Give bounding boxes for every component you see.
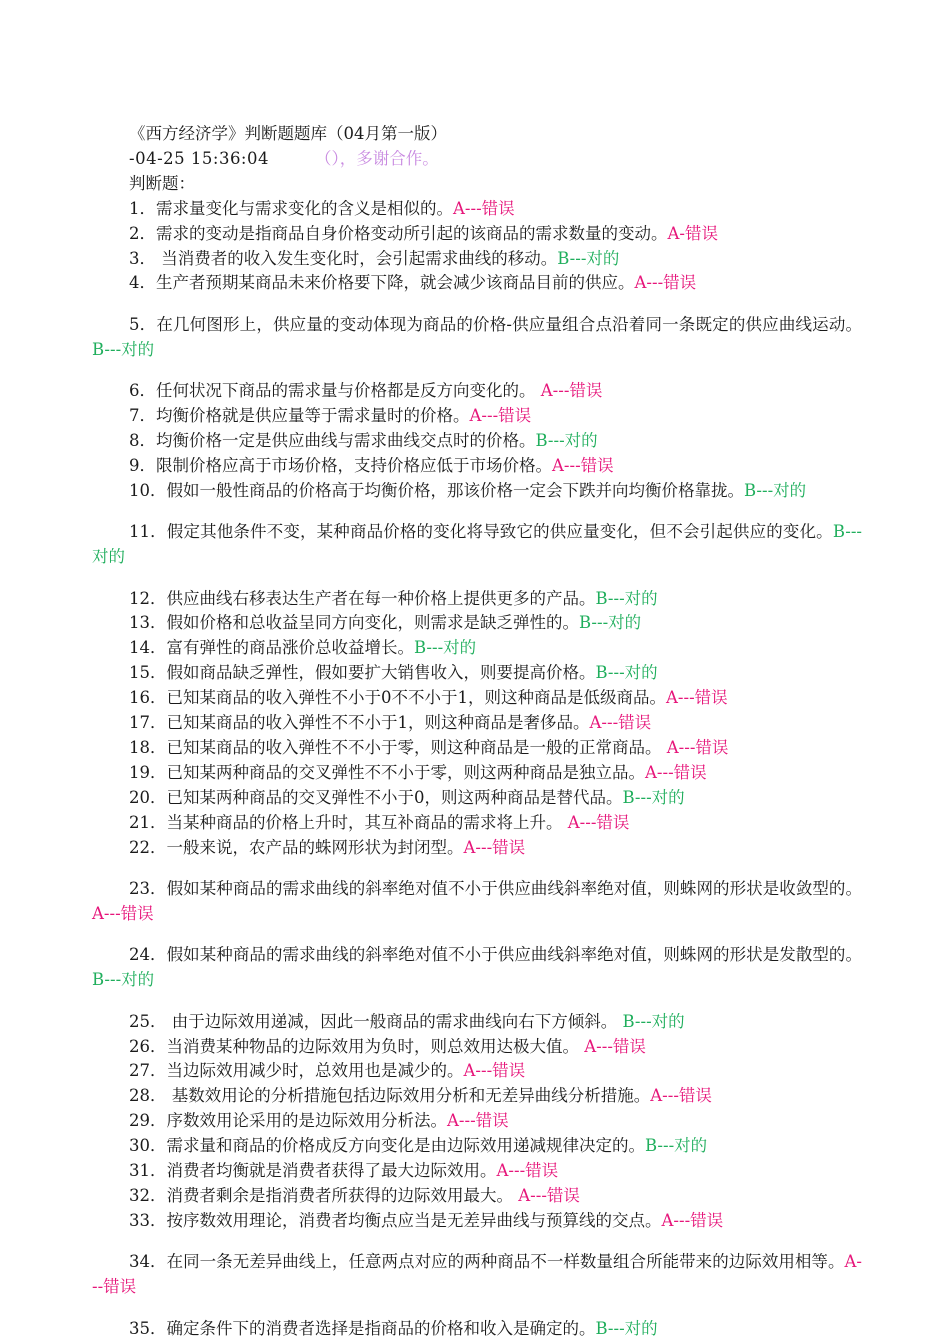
- question-text: 20．已知某两种商品的交叉弹性不小于0，则这两种商品是替代品。: [129, 787, 623, 807]
- question-item: [92, 1250, 862, 1300]
- question-text: 6．任何状况下商品的需求量与价格都是反方向变化的。: [129, 381, 541, 401]
- question-text: 17．已知某商品的收入弹性不不小于1，则这种商品是奢侈品。: [129, 713, 590, 733]
- question-text: 26．当消费某种物品的边际效用为负时，则总效用达极大值。: [129, 1036, 585, 1056]
- answer-correct: B---对的: [595, 663, 658, 683]
- answer-correct: B---对的: [535, 430, 598, 450]
- answer-correct: B---对的: [92, 970, 155, 990]
- question-item: [92, 1035, 862, 1060]
- answer-correct: B---对的: [744, 480, 807, 500]
- answer-wrong: A---错误: [469, 406, 532, 426]
- question-text: 27．当边际效用减少时，总效用也是减少的。: [129, 1061, 464, 1081]
- question-text: 35．确定条件下的消费者选择是指商品的价格和收入是确定的。: [129, 1318, 596, 1338]
- answer-correct: B---对的: [92, 339, 155, 359]
- answer-correct: B---对的: [595, 1318, 658, 1338]
- question-text: 24．假如某种商品的需求曲线的斜率绝对值不小于供应曲线斜率绝对值，则蛛网的形状是发散型的。: [129, 945, 862, 965]
- answer-wrong: A---错误: [453, 198, 515, 218]
- answer-wrong: A---错误: [567, 812, 630, 832]
- answer-correct: B---对的: [645, 1136, 708, 1156]
- question-text: 14．富有弹性的商品涨价总收益增长。: [129, 638, 414, 658]
- question-text: 1．需求量变化与需求变化的含义是相似的。: [129, 198, 453, 218]
- question-item: [92, 877, 862, 927]
- question-item: [92, 197, 862, 222]
- question-text: 7．均衡价格就是供应量等于需求量时的价格。: [129, 406, 470, 426]
- question-item: [92, 943, 862, 993]
- timestamp: -04-25 15:36:04: [129, 148, 269, 168]
- question-item: [92, 587, 862, 612]
- answer-wrong: A---错误: [589, 713, 652, 733]
- question-text: 28． 基数效用论的分析措施包括边际效用分析和无差异曲线分析措施。: [129, 1086, 651, 1106]
- question-item: [92, 1010, 862, 1035]
- question-text: 16．已知某商品的收入弹性不小于0不不小于1，则这种商品是低级商品。: [129, 688, 666, 708]
- answer-correct: B---对的: [579, 613, 642, 633]
- document-body: [92, 122, 862, 1341]
- answer-wrong: A---错误: [634, 273, 697, 293]
- question-text: 19．已知某两种商品的交叉弹性不不小于零，则这两种商品是独立品。: [129, 762, 645, 782]
- question-text: 8．均衡价格一定是供应曲线与需求曲线交点时的价格。: [129, 430, 536, 450]
- question-item: [92, 1134, 862, 1159]
- answer-correct: B---对的: [414, 638, 477, 658]
- answer-wrong: A---错误: [463, 1061, 526, 1081]
- answer-correct: B---对的: [92, 522, 862, 567]
- answer-wrong: A---错误: [447, 1111, 509, 1131]
- question-text: 29．序数效用论采用的是边际效用分析法。: [129, 1111, 447, 1131]
- question-item: [92, 736, 862, 761]
- answer-wrong: A-错误: [667, 223, 718, 243]
- question-text: 4．生产者预期某商品未来价格要下降，就会减少该商品目前的供应。: [129, 273, 635, 293]
- question-item: [92, 379, 862, 404]
- question-item: [92, 711, 862, 736]
- question-item: [92, 1084, 862, 1109]
- question-item: [92, 404, 862, 429]
- section-heading: 判断题：: [129, 173, 195, 193]
- question-text: 21．当某种商品的价格上升时，其互补商品的需求将上升。: [129, 812, 568, 832]
- answer-wrong: A---错误: [540, 381, 603, 401]
- question-item: [92, 1317, 862, 1342]
- answer-correct: B---对的: [622, 1011, 685, 1031]
- question-text: 18．已知某商品的收入弹性不不小于零，则这种商品是一般的正常商品。: [129, 737, 667, 757]
- answer-wrong: A---错误: [666, 737, 729, 757]
- question-text: 23．假如某种商品的需求曲线的斜率绝对值不小于供应曲线斜率绝对值，则蛛网的形状是收敛型的。: [129, 878, 862, 898]
- question-text: 22．一般来说，农产品的蛛网形状为封闭型。: [129, 837, 464, 857]
- question-item: [92, 313, 862, 363]
- question-text: 34．在同一条无差异曲线上，任意两点对应的两种商品不一样数量组合所能带来的边际效用相等。: [129, 1252, 845, 1272]
- question-item: [92, 661, 862, 686]
- question-item: [92, 1059, 862, 1084]
- question-item: [92, 429, 862, 454]
- question-item: [92, 271, 862, 296]
- timestamp-line: [92, 147, 862, 172]
- question-item: [92, 520, 862, 570]
- question-item: [92, 686, 862, 711]
- question-item: [92, 636, 862, 661]
- answer-wrong: A---错误: [666, 688, 728, 708]
- answer-correct: B---对的: [557, 248, 620, 268]
- question-text: 15．假如商品缺乏弹性，假如要扩大销售收入，则要提高价格。: [129, 663, 596, 683]
- question-item: [92, 811, 862, 836]
- question-item: [92, 1159, 862, 1184]
- question-text: 31．消费者均衡就是消费者获得了最大边际效用。: [129, 1161, 497, 1181]
- answer-wrong: A---错误: [463, 837, 526, 857]
- question-text: 11．假定其他条件不变，某种商品价格的变化将导致它的供应量变化，但不会引起供应的变化。: [129, 522, 833, 542]
- question-item: [92, 479, 862, 504]
- answer-wrong: A---错误: [650, 1086, 712, 1106]
- note-text: （），多谢合作。: [315, 148, 439, 168]
- question-item: [92, 222, 862, 247]
- answer-wrong: A---错误: [518, 1185, 580, 1205]
- question-text: 33．按序数效用理论，消费者均衡点应当是无差异曲线与预算线的交点。: [129, 1210, 662, 1230]
- question-item: [92, 247, 862, 272]
- answer-wrong: A---错误: [661, 1210, 724, 1230]
- question-text: 30．需求量和商品的价格成反方向变化是由边际效用递减规律决定的。: [129, 1136, 645, 1156]
- question-list: [92, 197, 862, 1342]
- question-text: 32．消费者剩余是指消费者所获得的边际效用最大。: [129, 1185, 519, 1205]
- answer-correct: B---对的: [622, 787, 685, 807]
- answer-wrong: A---错误: [584, 1036, 646, 1056]
- question-item: [92, 786, 862, 811]
- question-item: [92, 761, 862, 786]
- question-item: [92, 836, 862, 861]
- answer-wrong: A---错误: [552, 455, 614, 475]
- answer-wrong: A---错误: [92, 903, 154, 923]
- answer-correct: B---对的: [595, 588, 658, 608]
- question-text: 25． 由于边际效用递减，因此一般商品的需求曲线向右下方倾斜。: [129, 1011, 623, 1031]
- question-item: [92, 1209, 862, 1234]
- question-item: [92, 1109, 862, 1134]
- document-title: 《西方经济学》判断题题库（04月第一版）: [129, 124, 447, 143]
- question-item: [92, 1184, 862, 1209]
- question-text: 13．假如价格和总收益呈同方向变化，则需求是缺乏弹性的。: [129, 613, 579, 633]
- question-text: 10．假如一般性商品的价格高于均衡价格，那该价格一定会下跌并向均衡价格靠拢。: [129, 480, 744, 500]
- answer-wrong: A---错误: [92, 1252, 862, 1297]
- question-item: [92, 454, 862, 479]
- question-text: 12．供应曲线右移表达生产者在每一种价格上提供更多的产品。: [129, 588, 596, 608]
- question-text: 5．在几何图形上，供应量的变动体现为商品的价格-供应量组合点沿着同一条既定的供应曲线运动。: [129, 314, 862, 334]
- answer-wrong: A---错误: [645, 762, 707, 782]
- question-text: 2．需求的变动是指商品自身价格变动所引起的该商品的需求数量的变动。: [129, 223, 668, 243]
- question-text: 3． 当消费者的收入发生变化时，会引起需求曲线的移动。: [129, 248, 558, 268]
- question-text: 9．限制价格应高于市场价格，支持价格应低于市场价格。: [129, 455, 552, 475]
- answer-wrong: A---错误: [496, 1161, 559, 1181]
- question-item: [92, 611, 862, 636]
